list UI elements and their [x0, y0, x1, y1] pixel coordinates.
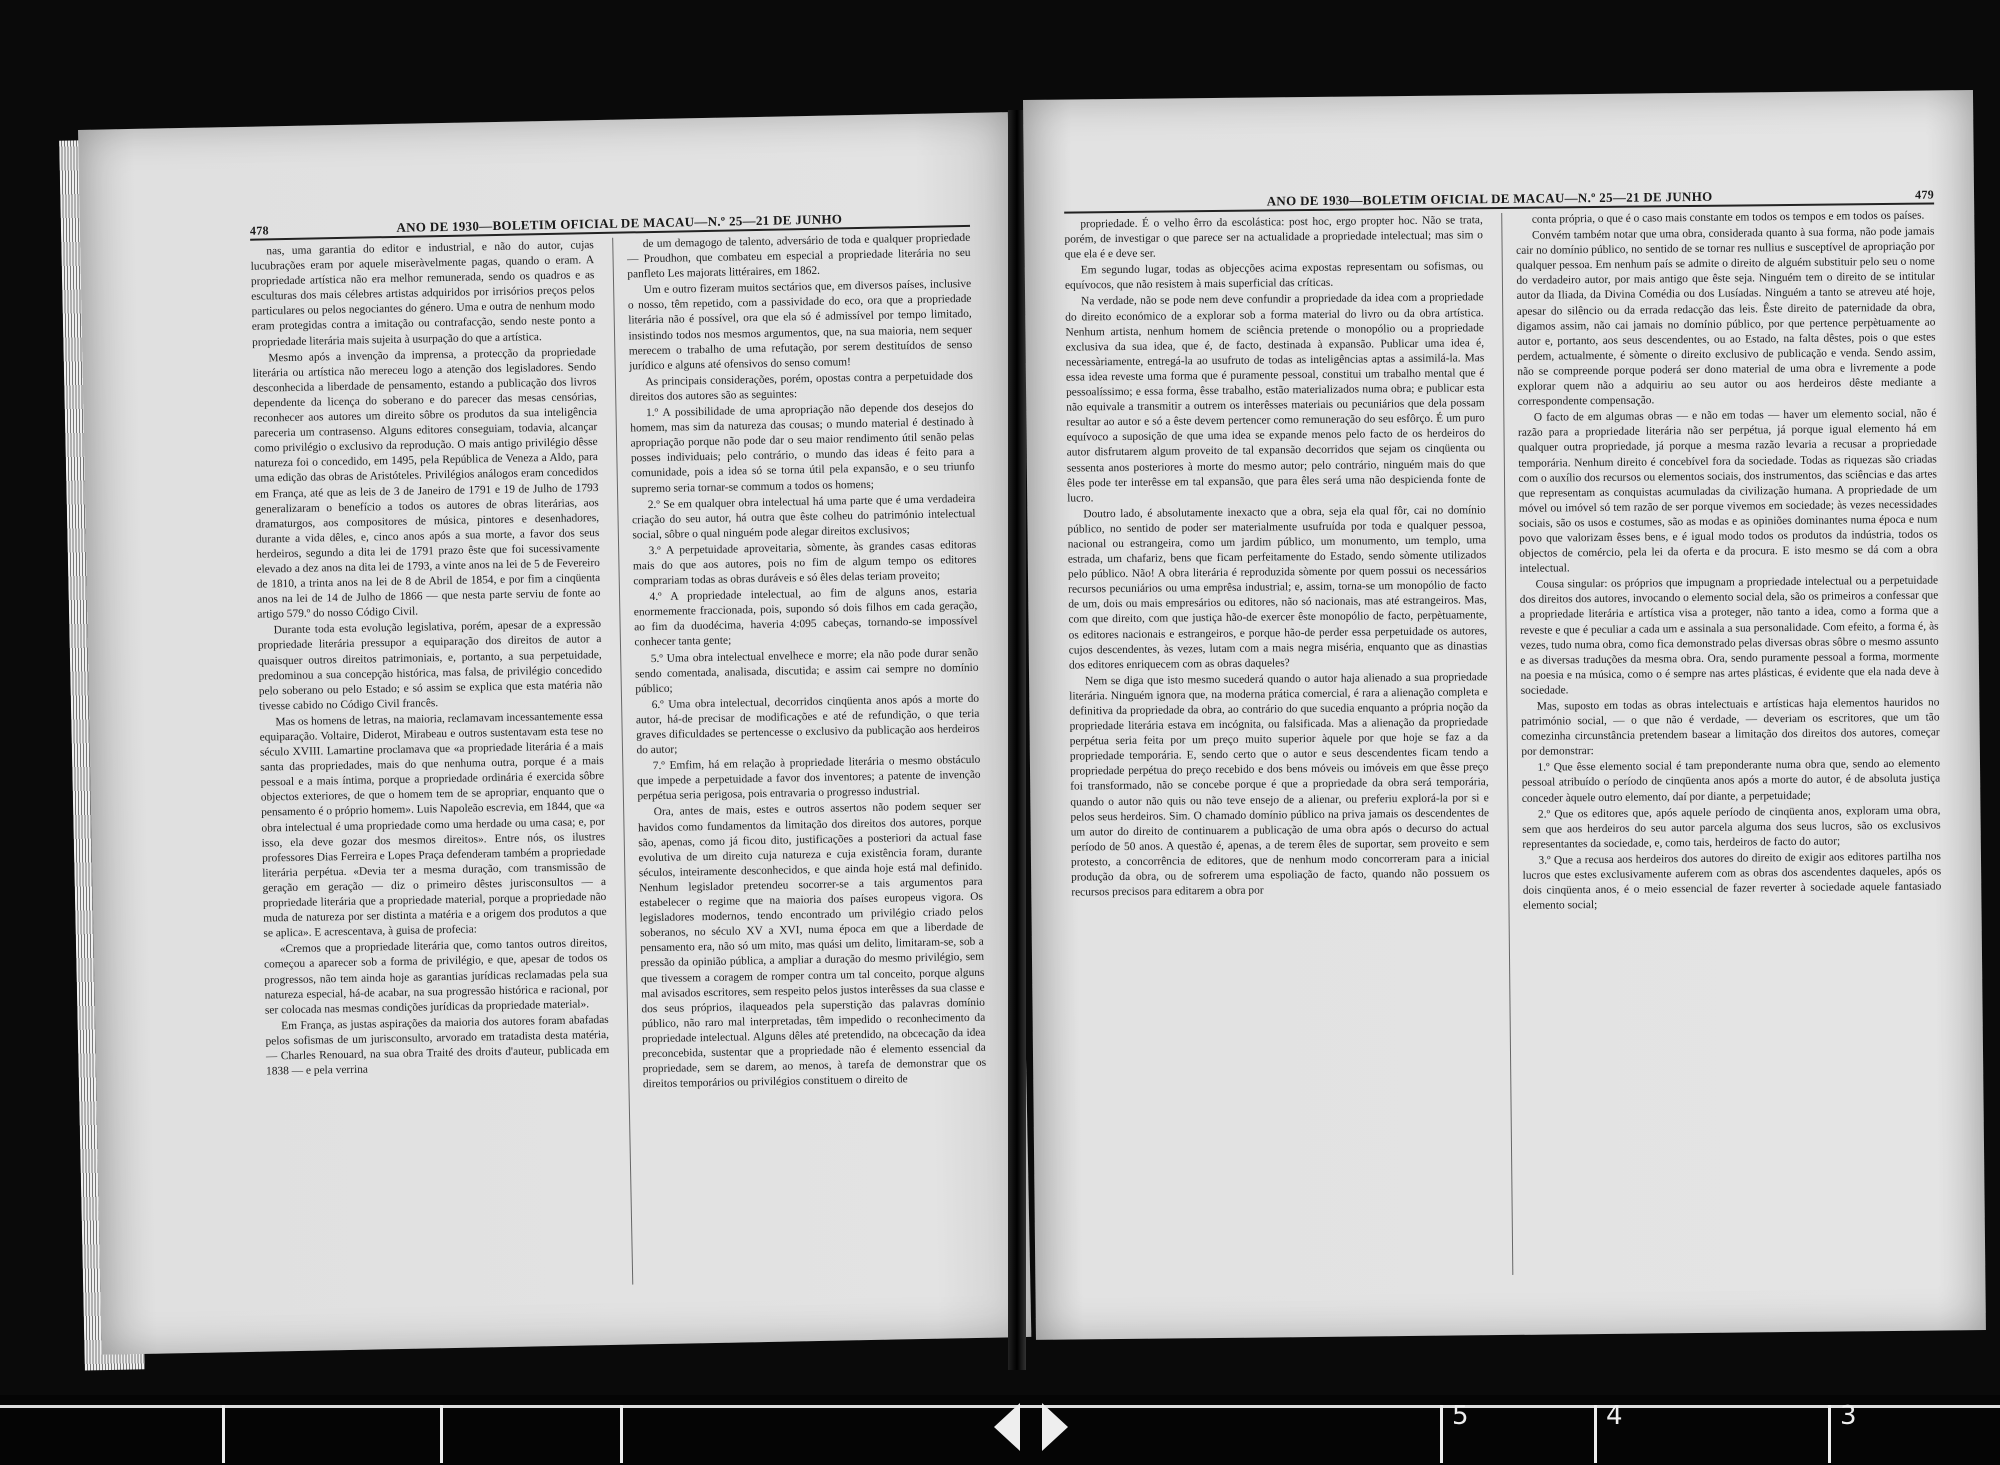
- paragraph: Nem se diga que isto mesmo sucederá quando o autor haja alienado a sua propriedade literária. Ninguém ignora que, na moderna prática comercial, é rara a alienação completa e definitiva da propriedade da obra, ao contrário do que sucedia enquanto a própria noção da propriedade literária estava em incógnita, ou falsificada. Mas a alienação da propriedade perpétua seria feita por um preço muito superior àquele por que hoje se faz a da propriedade temporária. E, sendo certo que o autor e seus descendentes ficam tendo a propriedade perpétua do preço recebido e dos bens móveis ou imóveis em que êsse preço foi transformado, não se concebe porque é que a propriedade da obra será temporária, quando o autor não quis ou não teve ensejo de a alienar, ou preferiu explorá-la por si e pelos seus herdeiros. Sim. O chamado domínio público na priva jamais os descendentes de um autor do direito de continuarem a publicação de uma obra após o decurso do actual período de 50 anos. A questão é, apenas, a de terem êles de suportar, sem proveito e sem protesto, a concorrência de editores, que de nenhum modo concorreram para a inicial produção da obra, ou de sofrerem uma espoliação de facto, quando não possuem os recursos precisos para editarem a obra por: [1069, 670, 1490, 899]
- paragraph: 2.º Se em qualquer obra intelectual há uma parte que é uma verdadeira criação do seu autor, há outra que êste colheu do património intelectual social, sôbre o qual ninguém pode alegar direitos exclusivos;: [631, 492, 976, 542]
- prev-arrow-icon: [994, 1403, 1020, 1451]
- ruler-label: 3: [1840, 1401, 1857, 1431]
- paragraph: 1.º Que êsse elemento social é tam preponderante numa obra que, sendo ao elemento pessoal atribuído o período de cinqüenta anos após a morte do autor, é de absoluta justiça conceder àquele outro elemento, daí por diante, a perpetuidade;: [1521, 757, 1941, 805]
- next-arrow-icon: [1042, 1403, 1068, 1451]
- paragraph: Cousa singular: os próprios que impugnam a propriedade intelectual ou a perpetuidade dos direitos dos autores, invocando o elemento social dela, são os primeiros a confessar que a propriedade literária e artística visa a proteger, não tanto a idea, como a forma que a reveste e que é peculiar a cada um e assinala a sua personalidade. Com efeito, a forma é, às vezes, tudo numa obra, como fica demonstrado pelas diversas obras sôbre o mesmo assunto e as diversas traduções da mesma obra. Ora, sendo puramente pessoal a forma, mormente na poesia e na música, como o é sempre nas artes plásticas, é evidente que ela nada deve à sociedade.: [1519, 574, 1940, 697]
- left-column-2: [612, 231, 991, 1285]
- paragraph: 6.º Uma obra intelectual, decorridos cinqüenta anos após a morte do autor, há-de precisar de modificações e até de refundição, o que teria graves dificuldades se pertencesse o exclusivo da publicação aos herdeiros do autor;: [635, 692, 980, 757]
- paragraph: Em França, as justas aspirações da maioria dos autores foram abafadas pelos sofismas de um jurisconsulto, arvorado em tratadista desta matéria, — Charles Renouard, na sua obra Traité des droits d'auteur, publicada em 1838 — e pela verrina: [265, 1013, 610, 1078]
- right-page-header: [1064, 180, 1934, 213]
- paragraph: Convém também notar que uma obra, considerada quanto à sua forma, não pode jamais cair no domínio público, no sentido de se tornar res nullius e susceptível de apropriação por qualquer pessoa. Em nenhum país se admite o direito de alguém substituir pelo seu o nome do verdadeiro autor, por mais antigo que êste seja. Ninguém tem o direito de se intitular autor da Iliada, da Divina Comédia ou dos Lusíadas. Ninguém a tanto se atreveu até hoje, apesar do silêncio ou da errada redacção das leis. Êste direito de paternidade da obra, digamos assim, não cai jamais no domínio público, por que pertence perpètuamente ao autor e, portanto, aos seus descendentes, ou ao Estado, na falta dêstes, pois o que estes perdem, actualmente, é sòmente o direito exclusivo de publicação e venda. Sendo assim, não se compreende porque poderá ser dono material de uma obra e livremente a pode explorar quem não a adquiriu ao seu autor ou aos herdeiros dêste mediante a correspondente compensação.: [1516, 225, 1937, 408]
- ruler-tick: [620, 1405, 623, 1463]
- ruler-tick: [1440, 1405, 1443, 1463]
- ruler-tick: [222, 1405, 225, 1463]
- paragraph: de um demagogo de talento, adversário de toda e qualquer propriedade — Proudhon, que combateu em especial a propriedade literária no seu panfleto Les majorats littéraires, em 1862.: [626, 231, 971, 281]
- ruler-label: 4: [1606, 1401, 1623, 1431]
- paragraph: 7.º Emfim, há em relação à propriedade literária o mesmo obstáculo que impede a perpetuidade a favor dos inventores; a patente de invenção perpétua seria perigosa, pois entravaria o progresso industrial.: [636, 753, 981, 803]
- paragraph: nas, uma garantia do editor e industrial, e não do autor, cujas lucubrações eram por aquele miseràvelmente pagas, quando o eram. A propriedade artística não era melhor remunerada, sendo os quadros e as esculturas dos mais célebres artistas adquiridos por irrisórios preços pelos particulares ou pelos negociantes do género. Uma e outra de nenhum modo eram protegidas contra a imitação ou contrafacção, sendo neste ponto a propriedade literária mais sujeita à usurpação do que a artística.: [250, 239, 596, 349]
- ruler-label: 5: [1452, 1401, 1469, 1431]
- scan-ruler: [0, 1395, 2000, 1465]
- paragraph: 3.º Que a recusa aos herdeiros dos autores do direito de exigir aos editores partilha nos lucros que estes exclusivamente auferem com as obras dos ascendentes daqueles, após os dois cinqüenta anos, é o meio essencial de fazer reverter à sociedade aquele fantasiado elemento social;: [1522, 850, 1942, 913]
- left-column-1: [250, 238, 614, 1291]
- paragraph: 3.º A perpetuidade aproveitaria, sòmente, às grandes casas editoras mais do que aos autores, pois no fim de algum tempo os editores comprariam todas as obras duráveis e só êles delas teriam proveito;: [632, 538, 977, 588]
- paragraph: propriedade. É o velho êrro da escolástica: post hoc, ergo propter hoc. Não se trata, porém, de investigar o que parece ser na actualidade a propriedade intelectual; mas sim o que ela é e deve ser.: [1064, 214, 1484, 261]
- paragraph: Mas os homens de letras, na maioria, reclamavam incessantemente essa equiparação. Voltaire, Diderot, Mirabeau e outros sustentavam esta tese no século XVIII. Lamartine proclamava que «a propriedade literária é a mais santa das propriedades, mais do que nenhuma outra, porque é a mais pessoal e a mais íntima, porque a propriedade ordinária é exercida sôbre objectos exteriores, de que o homem tem de se apropriar, enquanto que o pensamento é o próprio homem». Luis Napoleão escrevia, em 1844, que «a obra intelectual é uma propriedade como uma herdade ou uma casa; e, por isso, ela deve gozar dos mesmos direitos». Entre nós, os ilustres professores Dias Ferreira e Lopes Praça defenderam também a propriedade literária perpétua. «Devia ter a mesma duração, com transmissão de geração em geração — diz o primeiro dêstes jurisconsultos — a propriedade literária que a propriedade material, porque a propriedade não muda de natureza por ser distinta a matéria e a origem dos produtos a que se aplica». E acrescentava, à guisa de profecia:: [259, 709, 607, 940]
- paragraph: Ora, antes de mais, estes e outros assertos não podem sequer ser havidos como fundamentos da limitação dos direitos dos autores, porque são, apenas, como já ficou dito, justificações a posteriori da actual fase evolutiva de um direito cuja natureza e cuja existência foram, durante séculos, inteiramente desconhecidos, e que ainda hoje está mal definido. Nenhum legislador pretendeu socorrer-se a tais argumentos para estabelecer o regime que na maioria dos países europeus vigora. Os legisladores modernos, tendo encontrado um privilégio criado pelos soberanos, no século XV a XVI, numa época em que a liberdade de pensamento era, não só um mito, mas quási um delito, limitaram-se, sob a pressão da opinião pública, a ampliar a duração do mesmo privilégio, sem que tivessem a coragem de romper contra um tal conceito, porque alguns mal avisados escritores, sem respeito pelos justos interêsses da sua classe e dos seus próprios, ilaqueados pela superstição das palavras domínio público, não raro mal interpretadas, têm impedido o reconhecimento da propriedade intelectual. Alguns dêles até pretendido, na obcecação da idea preconcebida, sustentar que a propriedade não é elemento essencial da propriedade, sem se darem, ao menos, à tarefa de demonstrar que os direitos temporários ou privilégios constituem o direito de: [637, 800, 987, 1091]
- right-running-title: ANO DE 1930—BOLETIM OFICIAL DE MACAU—N.º 25—21 DE JUNHO: [1266, 188, 1713, 209]
- right-column-1: [1064, 213, 1494, 1279]
- paragraph: conta própria, o que é o caso mais constante em todos os tempos e em todos os países.: [1531, 209, 1925, 226]
- ruler-tick: [1828, 1405, 1831, 1463]
- right-column-2: [1501, 208, 1946, 1274]
- paragraph: Um e outro fizeram muitos sectários que, em diversos países, inclusive o nosso, têm repetido, com a passividade do eco, ora que a propriedade literária não é possível, ora que ela só é admissível por tempo limitado, insistindo todos nos mesmos argumentos, que, na sua maioria, nem sequer merecem o trabalho de uma refutação, por serem destituídos de senso jurídico e alguns até ofensivos do senso comum!: [627, 278, 973, 373]
- book-spread: [78, 100, 1988, 1375]
- left-running-title: ANO DE 1930—BOLETIM OFICIAL DE MACAU—N.º 25—21 DE JUNHO: [396, 211, 843, 235]
- book-gutter: [1008, 110, 1026, 1370]
- paragraph: 4.º A propriedade intelectual, ao fim de alguns anos, estaria enormemente fraccionada, pois, supondo só dois filhos em cada geração, ao fim da duodécima, haveria 4:095 cabeças, tornando-se impossível conhecer tanta gente;: [633, 584, 978, 649]
- paragraph: 1.º A possibilidade de uma apropriação não depende dos desejos do homem, mas sim da natureza das cousas; o mundo material é destinado à apropriação porque não pode dar o seu maior rendimento útil senão pelas posses individuais; pelo contrário, o mundo das ideas é feito para a comunidade, pois a idea só se torna útil pela expansão, e o seu triunfo supremo seria tornar-se commum a todos os homens;: [630, 400, 975, 495]
- paragraph: Mas, suposto em todas as obras intelectuais e artísticas haja elementos hauridos no património social, — o que não é verdade, — deveriam os escritores, que um tão comezinha circunstância pretendem basear a limitação dos direitos dos autores, começar por demonstrar:: [1520, 696, 1940, 759]
- ruler-tick: [440, 1405, 443, 1463]
- right-page: [1023, 90, 1986, 1340]
- paragraph: Doutro lado, é absolutamente inexacto que a obra, seja ela qual fôr, cai no domínio público, no sentido de poder ser materialmente usufruída por toda e qualquer pessoa, nacional ou estrangeira, como um jardim público, um monumento, um templo, uma estrada, um chafariz, bens que ficam perfeitamente do Estado, sendo sòmente utilizados pelo público. Não! A obra literária é reproduzida sòmente por quem possui os necessários recursos pecuniários ou uma emprêsa industrial; e, assim, torna-se um monopólio de facto de um, dois ou mais empresários ou editores, não só nacionais, mas até estrangeiros. Mas, com que direito, com que justiça hão-de exercer êste monopólio de facto, perpètuamente, os editores nacionais e estrangeiros, e porque hão-de perder essa perpetuidade os autores, cujos descendentes, às vezes, lutam com a mais negra miséria, enquanto que as dinastias dos editores enriquecem com as obras daqueles?: [1067, 503, 1488, 672]
- paragraph: 2.º Que os editores que, após aquele período de cinqüenta anos, exploram uma obra, sem que aos herdeiros do seu autor parcela alguma dos seus lucros, são os exclusivos representantes da sociedade, e, como tais, herdeiros de facto do autor;: [1522, 804, 1941, 851]
- paragraph: Mesmo após a invenção da imprensa, a protecção da propriedade literária ou artística não mereceu logo a atenção dos legisladores. Sendo desconhecida a liberdade de pensamento, estando a publicação dos livros dependente da licença do soberano e do parecer das mesas censórias, reconhecer aos autores um direito sôbre os produtos da sua inteligência pareceria um contrasenso. Alguns editores conseguiam, todavia, alcançar como privilégio o exclusivo da reprodução. O mais antigo privilégio dêsse natureza foi o concedido, em 1495, pela República de Veneza a Aldo, para uma edição das obras de Aristóteles. Privilégios análogos eram concedidos em França, até que as leis de 3 de Janeiro de 1791 e 19 de Julho de 1793 generalizaram o benefício a todos os autores de obras literárias, aos dramaturgos, aos compositores de música, pintores e desenhadores, durante a vida dêles, e, cinco anos após a sua morte, a favor dos seus herdeiros, segundo a dita lei de 1791 prazo êste que foi sucessivamente elevado a dez anos na dita lei de 1793, a vinte anos na lei de 5 de Fevereiro de 1810, a trinta anos na lei de 8 de Abril de 1854, e por fim a cinqüenta anos na lei de 14 de Julho de 1866 — que nesta parte serviu de fonte ao artigo 579.º do nosso Código Civil.: [252, 345, 601, 621]
- paragraph: 5.º Uma obra intelectual envelhece e morre; ela não pode durar senão sendo comentada, analisada, discutida; e assim cai sempre no domínio público;: [634, 646, 979, 696]
- paragraph: Durante toda esta evolução legislativa, porém, apesar de a expressão propriedade literária pressupor a equiparação dos direitos de autor a quaisquer outros direitos patrimoniais, e, portanto, a sua perpetuidade, predominou a sua concepção histórica, mas falsa, de privilégio concedido pelo soberano ou pelo Estado; e só assim se explica que esta matéria não tivesse cabido no Código Civil francês.: [257, 618, 603, 713]
- paragraph: Na verdade, não se pode nem deve confundir a propriedade da idea com a propriedade do direito económico de a explorar sob a forma material do livro ou da obra artística. Nenhum artista, nenhum homem de sciência pretende o monopólio ou a propriedade exclusiva da sua idea, que é, de facto, destinada à expansão. Publicar uma idea é, necessàriamente, entregá-la ao usufruto de todas as inteligências aptas a assimilá-la. Mas essa idea reveste uma forma que é puramente pessoal, constitui um trabalho mental que é pessoalíssimo; e essa forma, êsse trabalho, estão materializados numa obra; e publicar esta não equivale a transmitir a outrem os interêsses materiais ou pecuniários que dela possam resultar ao autor e só a êste devem pertencer como remuneração do seu esfôrço. É um puro equívoco a suposição de que uma idea se expande menos pelo facto de os herdeiros do autor disfrutarem algum proveito de tal expansão decorridos que sejam os cinqüenta ou sessenta anos posteriores à morte do mesmo autor; pelo contrário, ninguém mais do que êles pode ter interêsse em tal expansão, que para êles será uma não despicienda fonte de lucro.: [1065, 291, 1486, 505]
- left-columns: [250, 231, 990, 1292]
- paragraph: As principais considerações, porém, opostas contra a perpetuidade dos direitos dos autores são as seguintes:: [629, 369, 973, 404]
- left-page-number: 478: [249, 223, 270, 238]
- left-page: [78, 112, 1031, 1355]
- paragraph: O facto de em algumas obras — e não em todas — haver um elemento social, não é razão para a propriedade literária não ser perpétua, já porque igual elemento há em qualquer outra propriedade, já porque a mesma razão levaria a recusar a propriedade temporária. Nenhum direito é concebível fora da sociedade. Todas as riquezas são criadas com o auxílio dos recursos ou elementos sociais, dos instrumentos, das sciências e das artes que representam as conquistas acumuladas da civilização humana. A propriedade de um móvel ou imóvel só tem razão de ser porque vivemos em sociedade; às vezes necessidades sociais, são os usos e costumes, são as modas e as opiniões dominantes numa época e num povo que valorizam êsses bens, e é igual modo todos os produtos da indústria, todos os objectos de comércio, pela lei da oferta e da procura. E isto mesmo se dá com a obra intelectual.: [1517, 407, 1938, 575]
- right-page-number: 479: [1915, 187, 1935, 202]
- paragraph: «Cremos que a propriedade literária que, como tantos outros direitos, começou a aparecer sob a forma de privilégio, e que, apesar de todos os progressos, não tem ainda hoje as garantias jurídicas reclamadas pela sua natureza especial, há-de acabar, na sua progressão histórica e racional, por ser colocada nas mesmas condições jurídicas da propriedade material».: [263, 937, 609, 1017]
- ruler-tick: [1594, 1405, 1597, 1463]
- right-columns: [1064, 208, 1945, 1279]
- paragraph: Em segundo lugar, todas as objecções acima expostas representam ou sofismas, ou equívocos, que não resistem à mais superficial das críticas.: [1064, 260, 1484, 292]
